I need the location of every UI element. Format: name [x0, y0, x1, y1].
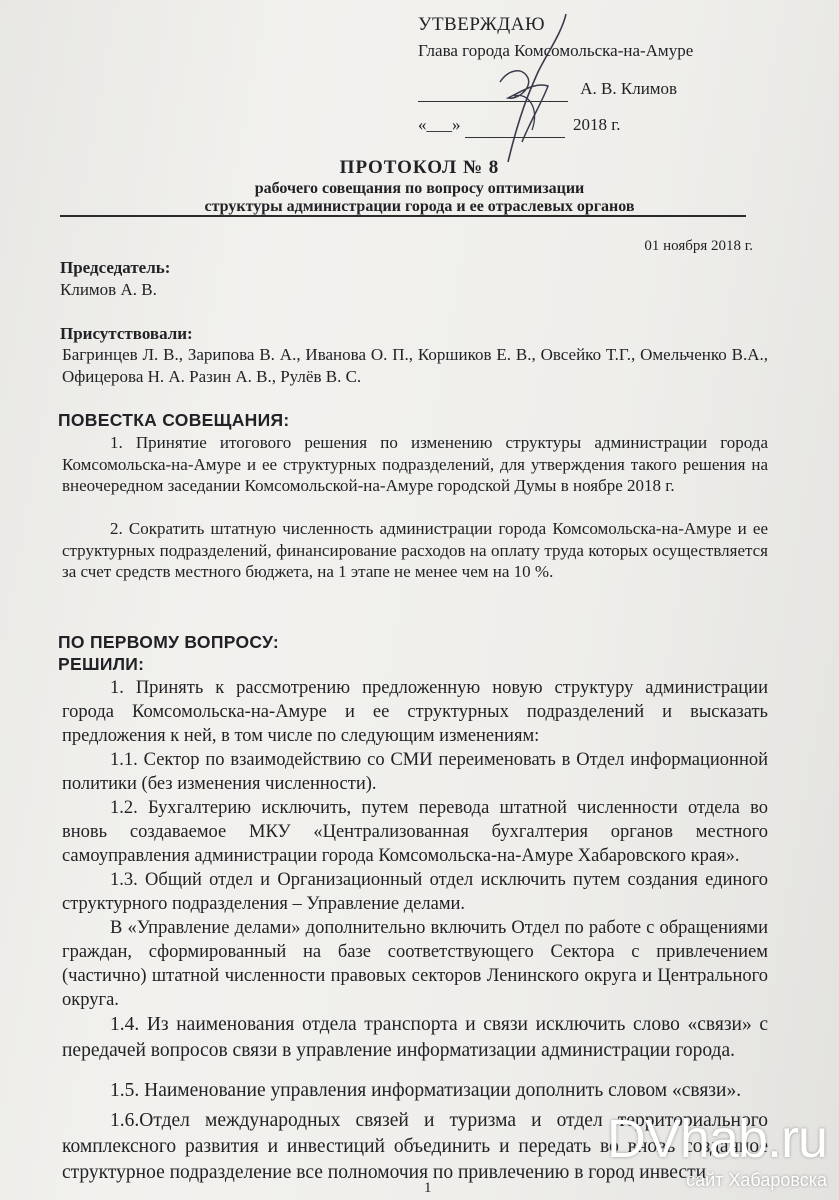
agenda-heading: ПОВЕСТКА СОВЕЩАНИЯ: [58, 410, 290, 430]
site-watermark [606, 1109, 827, 1190]
decision-1-6: 1.6.Отдел международных связей и туризма и отдел территориального комплексного развития и инвестиций объединить и передать во вновь созданное структурное подразделение все полномочия по привлечению в город инвести [62, 1110, 768, 1183]
watermark-tagline: сайт Хабаровска [686, 1170, 827, 1190]
document-title: ПРОТОКОЛ № 8 [339, 157, 500, 178]
decision-1-4: 1.4. Из наименования отдела транспорта и связи исключить слово «связи» с передачей вопросов связи в управление информатизации администрации города. [62, 1014, 768, 1061]
attendees-label: Присутствовали: [60, 324, 193, 343]
first-question-heading: ПО ПЕРВОМУ ВОПРОСУ: [58, 632, 279, 652]
approval-date-prefix: «___» [418, 115, 461, 134]
approval-date-year: 2018 г. [573, 115, 621, 134]
agenda-item-2: 2. Сократить штатную численность администрации города Комсомольска-на-Амуре и ее структурных подразделений, финансирование расходов на оплату труда которых осуществляется за счет средств местного бюджета, на 1 этапе не менее чем на 10 %. [62, 519, 768, 581]
decision-1-3: 1.3. Общий отдел и Организационный отдел исключить путем создания единого структурного подразделения – Управление делами. [62, 870, 768, 914]
decision-1-1: 1.1. Сектор по взаимодействию со СМИ переименовать в Отдел информационной политики (без изменения численности). [62, 750, 768, 794]
decided-heading: РЕШИЛИ: [58, 654, 145, 674]
handwritten-signature [478, 12, 588, 172]
document-subtitle-2: структуры администрации города и ее отраслевых органов [204, 198, 635, 215]
decision-1: 1. Принять к рассмотрению предложенную новую структуру администрации города Комсомольска-на-Амуре и ее структурных подразделений и высказать предложения к ней, в том числе по следующим изменениям: [62, 678, 768, 746]
watermark-site: DVhab.ru [606, 1109, 827, 1169]
approval-position: Глава города Комсомольска-на-Амуре [418, 41, 694, 60]
agenda-item-1: 1. Принятие итогового решения по изменению структуры администрации города Комсомольска-на-Амуре и ее структурных подразделений, для утверждения такого решения на внеочередном заседании Комсомольской-на-Амуре городской Думы в ноябре 2018 г. [62, 433, 768, 495]
decision-1-3-addition: В «Управление делами» дополнительно включить Отдел по работе с обращениями граждан, сформированный на базе соответствующего Сектора с привлечением (частично) штатной численности правовых секторов Ленинского округа и Центрального округа. [62, 918, 768, 1010]
chair-label: Председатель: [60, 258, 171, 277]
decision-1-2: 1.2. Бухгалтерию исключить, путем перевода штатной численности отдела во вновь создаваемое МКУ «Централизованная бухгалтерия органов местного самоуправления администрации города Комсомольска-на-Амуре Хабаровского края». [62, 798, 768, 866]
document-subtitle-1: рабочего совещания по вопросу оптимизации [254, 180, 585, 197]
decision-1-5: 1.5. Наименование управления информатизации дополнить словом «связи». [110, 1080, 742, 1101]
page-number: 1 [424, 1180, 432, 1196]
chair-name: Климов А. В. [60, 280, 157, 299]
approval-signer: А. В. Климов [580, 79, 678, 98]
document-date: 01 ноября 2018 г. [644, 238, 753, 254]
approval-title: УТВЕРЖДАЮ [418, 14, 545, 35]
attendees-names: Багринцев Л. В., Зарипова В. А., Иванова О. П., Коршиков Е. В., Овсейко Т.Г., Омельченко В.А., Офицерова Н. А. Разин А. В., Рулёв В. С. [62, 345, 768, 386]
title-underline [60, 215, 746, 217]
